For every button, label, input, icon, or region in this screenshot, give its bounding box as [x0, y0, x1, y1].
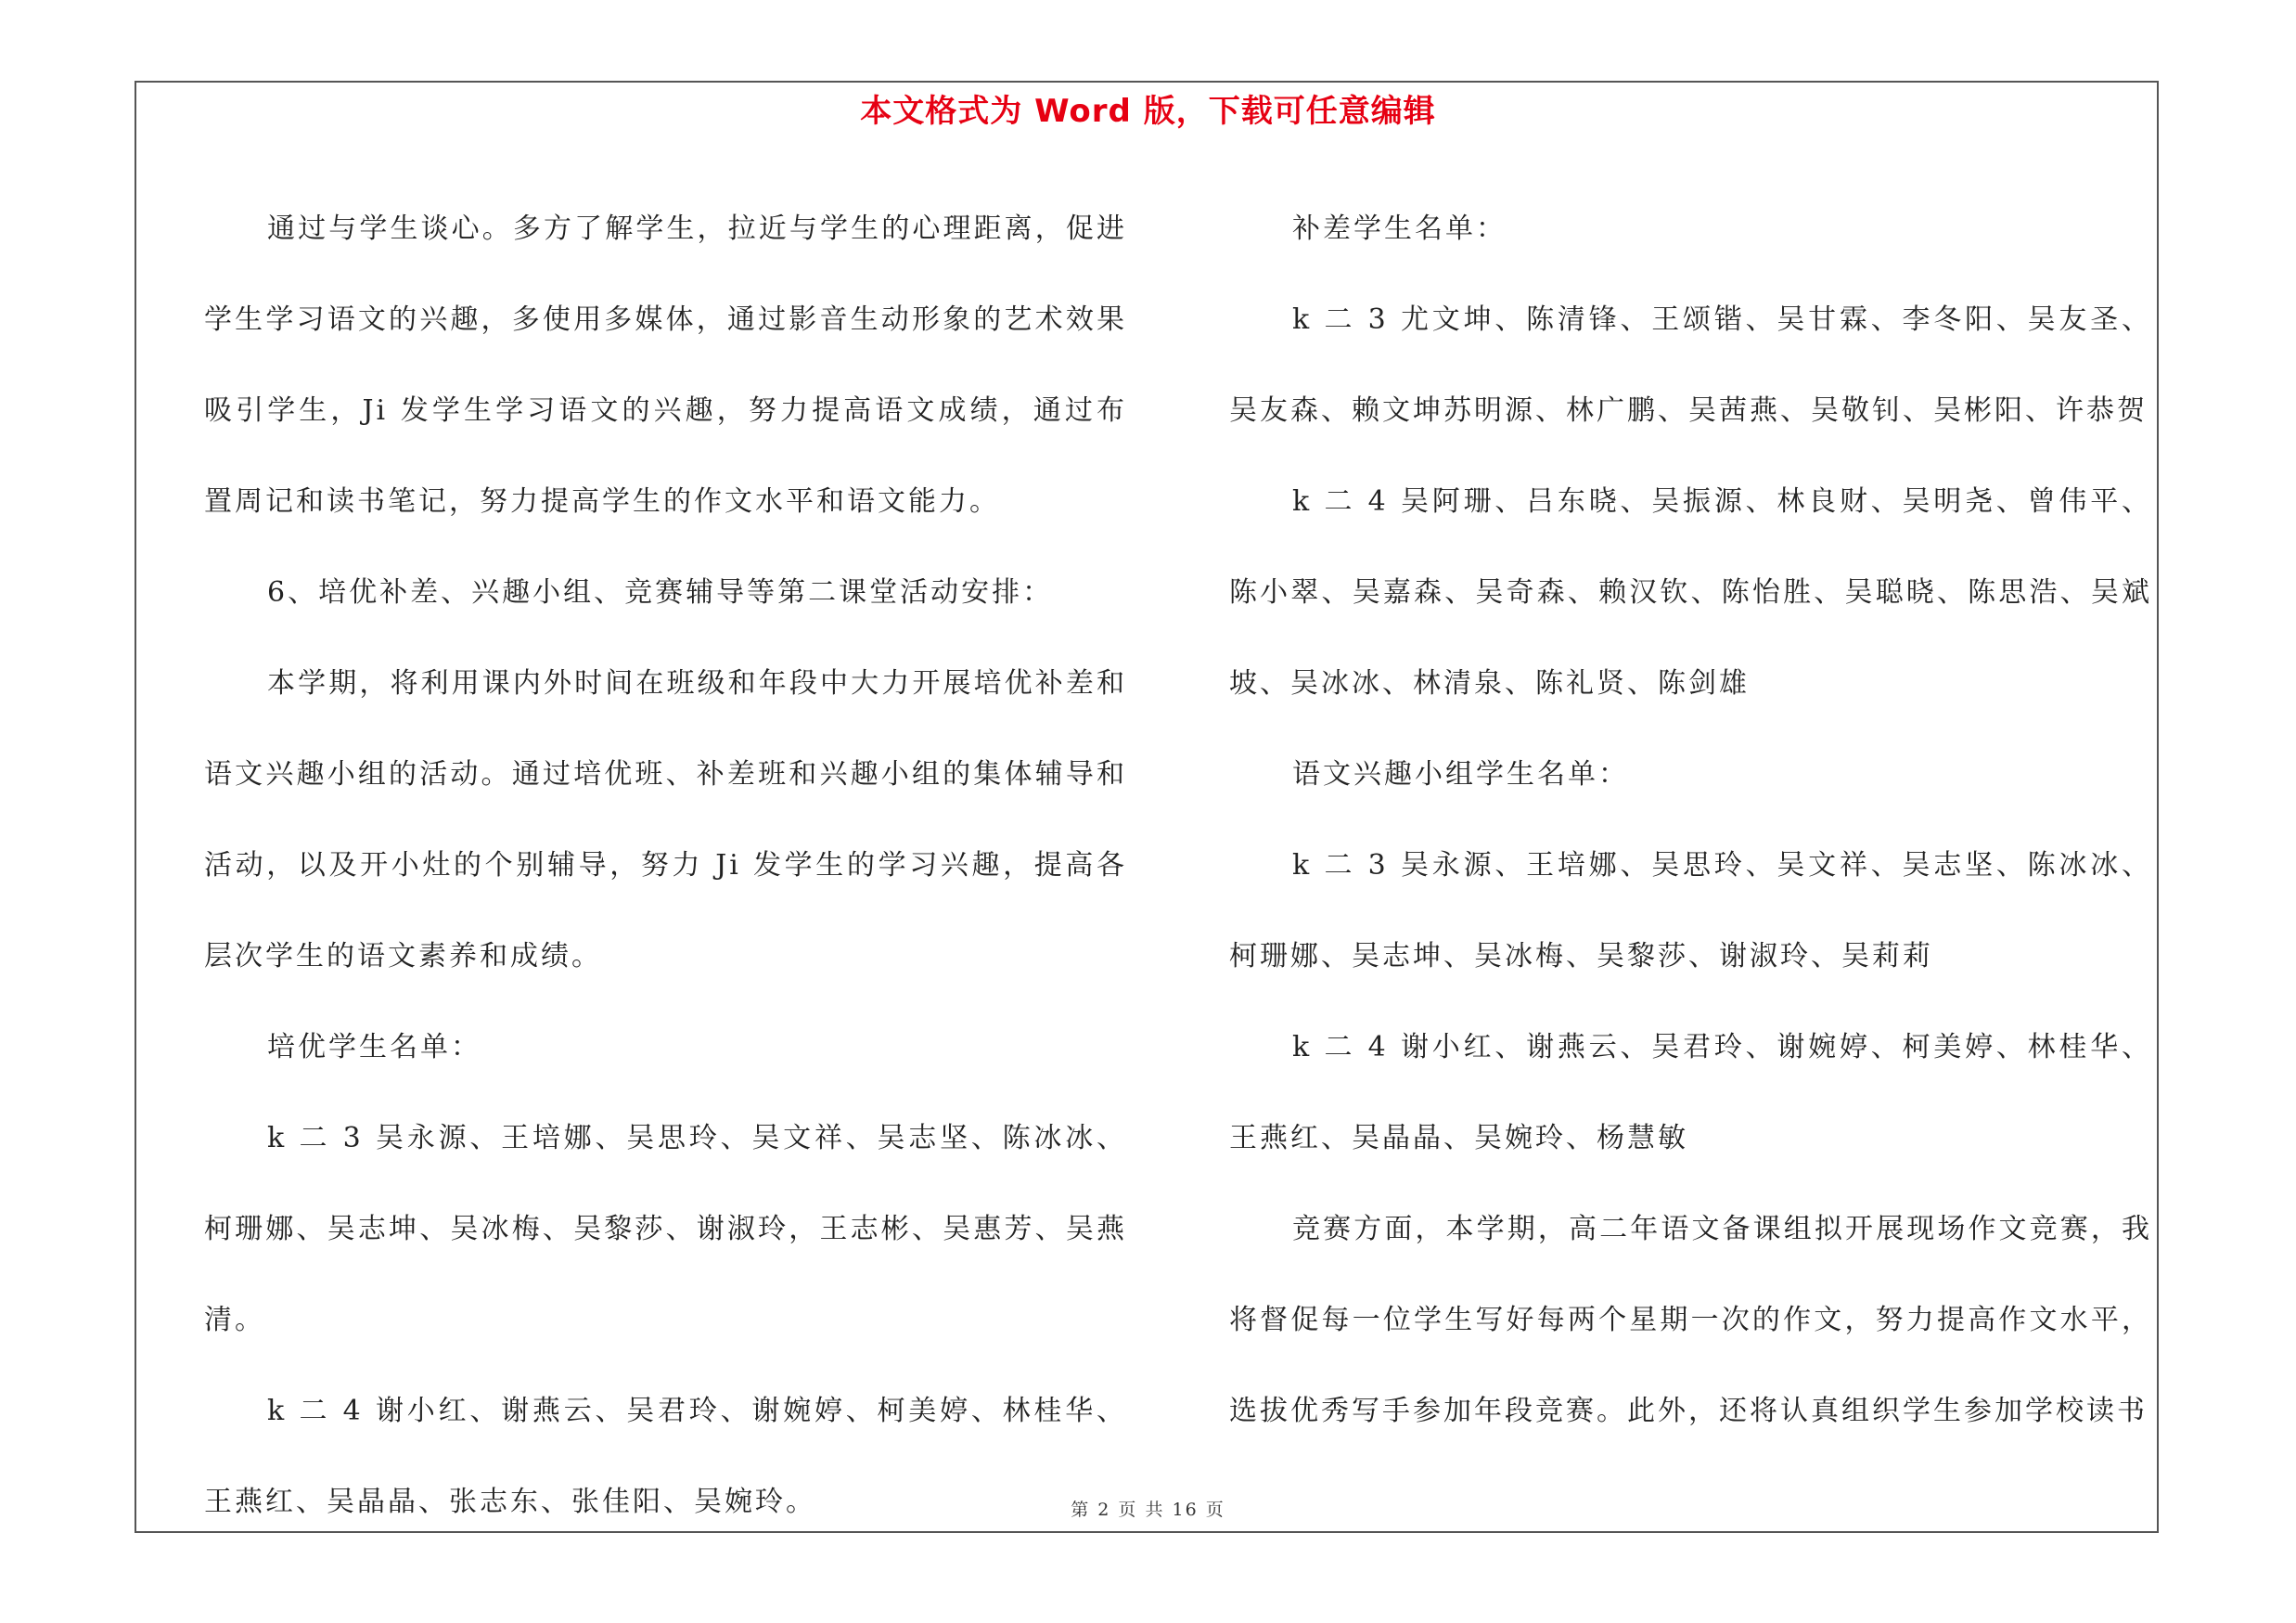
paragraph-remedial-class-4: k 二 4 吴阿珊、吕东晓、吴振源、林良财、吴明尧、曾伟平、陈小翠、吴嘉森、吴奇森、赖汉钦、陈怡胜、吴聪晓、陈思浩、吴斌坡、吴冰冰、林清泉、陈礼贤、陈剑雄: [1229, 485, 2152, 700]
left-text-column: [204, 184, 1127, 1548]
word-format-banner: 本文格式为 Word 版，下载可任意编辑: [860, 93, 1436, 130]
paragraph-section-6-heading: 6、培优补差、兴趣小组、竞赛辅导等第二课堂活动安排：: [267, 576, 1054, 609]
paragraph-remedial-heading: 补差学生名单：: [1292, 213, 1507, 245]
right-text-column: [1229, 184, 2152, 1457]
paragraph-top-students-class-4: k 二 4 谢小红、谢燕云、吴君玲、谢婉婷、柯美婷、林桂华、王燕红、吴晶晶、张志东、张佳阳、吴婉玲。: [204, 1395, 1127, 1518]
paragraph-competition: 竞赛方面，本学期，高二年语文备课组拟开展现场作文竞赛，我将督促每一位学生写好每两个星期一次的作文，努力提高作文水平，选拔优秀写手参加年段竞赛。此外，还将认真组织学生参加学校读书: [1229, 1213, 2152, 1427]
paragraph-interest-group-class-3: k 二 3 吴永源、王培娜、吴思玲、吴文祥、吴志坚、陈冰冰、柯珊娜、吴志坤、吴冰梅、吴黎莎、谢淑玲、吴莉莉: [1229, 849, 2152, 973]
paragraph-top-students-class-3: k 二 3 吴永源、王培娜、吴思玲、吴文祥、吴志坚、陈冰冰、柯珊娜、吴志坤、吴冰梅、吴黎莎、谢淑玲，王志彬、吴惠芳、吴燕清。: [204, 1122, 1127, 1336]
paragraph-interest-group-class-4: k 二 4 谢小红、谢燕云、吴君玲、谢婉婷、柯美婷、林桂华、王燕红、吴晶晶、吴婉玲、杨慧敏: [1229, 1031, 2152, 1154]
paragraph-remedial-class-3: k 二 3 尤文坤、陈清锋、王颂锴、吴甘霖、李冬阳、吴友圣、吴友森、赖文坤苏明源、林广鹏、吴茜燕、吴敬钊、吴彬阳、许恭贺: [1229, 303, 2152, 427]
paragraph-teaching-methods: 通过与学生谈心。多方了解学生，拉近与学生的心理距离，促进学生学习语文的兴趣，多使用多媒体，通过影音生动形象的艺术效果吸引学生，Ji 发学生学习语文的兴趣，努力提高语文成绩，通过布置周记和读书笔记，努力提高学生的作文水平和语文能力。: [204, 213, 1127, 518]
paragraph-top-students-heading: 培优学生名单：: [267, 1031, 481, 1063]
page-number-footer: 第 2 页 共 16 页: [1071, 1500, 1225, 1520]
paragraph-interest-group-heading: 语文兴趣小组学生名单：: [1292, 758, 1629, 791]
paragraph-semester-plan: 本学期，将利用课内外时间在班级和年段中大力开展培优补差和语文兴趣小组的活动。通过培优班、补差班和兴趣小组的集体辅导和活动，以及开小灶的个别辅导，努力 Ji 发学生的学习兴趣，提高各层次学生的语文素养和成绩。: [204, 667, 1127, 973]
